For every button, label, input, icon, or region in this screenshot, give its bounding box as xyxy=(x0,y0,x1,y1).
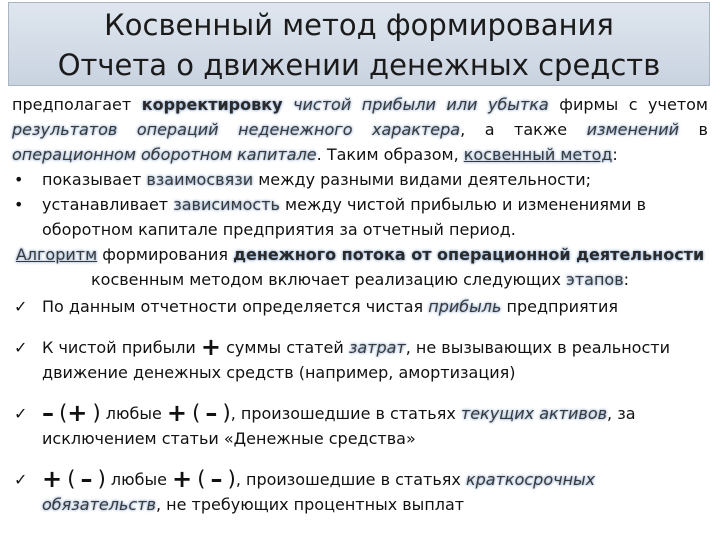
algorithm-heading xyxy=(12,242,708,292)
checkmark-icon: ✓ xyxy=(14,470,28,489)
bullet-text: устанавливает xyxy=(42,195,174,214)
step-item xyxy=(12,401,708,451)
bullet-text: между чистой прибылью и изменениями в оборотном капитале предприятия за отчетный период. xyxy=(42,195,647,239)
term-noncash-operations: результатов операций неденежного характера xyxy=(12,120,461,139)
checkmark-icon: ✓ xyxy=(14,404,28,423)
step-text: , произошедшие в статьях xyxy=(230,404,461,423)
term-relationships: взаимосвязи xyxy=(146,170,254,189)
term-net-profit: чистой прибыли или убытка xyxy=(293,95,549,114)
intro-text xyxy=(283,95,294,114)
step-text: , не вызывающих в реальности движение денежных средств (например, амортизация) xyxy=(42,338,670,382)
term-dependency: зависимость xyxy=(173,195,280,214)
intro-paragraph xyxy=(12,92,708,167)
term-algorithm: Алгоритм xyxy=(15,245,98,264)
term-costs: затрат xyxy=(348,338,406,357)
plus-sign: + xyxy=(67,399,88,427)
bullet-text: показывает xyxy=(42,170,147,189)
algorithm-text: : xyxy=(623,270,630,289)
term-correction: корректировку xyxy=(141,95,283,114)
plus-sign: + xyxy=(172,465,193,493)
term-working-capital: операционном оборотном капитале xyxy=(12,145,317,164)
checkmark-icon: ✓ xyxy=(14,297,28,316)
term-changes: изменений xyxy=(586,120,680,139)
minus-sign: – xyxy=(205,399,218,427)
term-stages: этапов xyxy=(566,270,624,289)
intro-text: фирмы с учетом xyxy=(548,95,709,114)
slide-body xyxy=(12,92,708,517)
step-text: предприятия xyxy=(501,297,618,316)
minus-sign: – xyxy=(42,399,54,427)
step-text: любые xyxy=(100,404,167,423)
bullet-text: между разными видами деятельности; xyxy=(253,170,592,189)
paren-open: ( xyxy=(59,401,68,425)
term-operating-cash-flow: денежного потока от операционной деятельности xyxy=(233,245,705,264)
plus-sign: + xyxy=(166,399,188,427)
bullet-icon: • xyxy=(14,195,24,214)
algorithm-text: косвенным методом включает реализацию следующих xyxy=(90,270,567,289)
plus-sign: + xyxy=(200,333,222,361)
step-text: , за исключением статьи «Денежные средства» xyxy=(42,404,636,448)
term-profit: прибыль xyxy=(428,297,502,316)
minus-sign: – xyxy=(210,465,223,493)
paren-open: ( xyxy=(192,401,201,425)
paren-open: ( xyxy=(197,467,206,491)
term-current-assets: текущих активов xyxy=(460,404,608,423)
paren-close: ) xyxy=(227,467,236,491)
step-text: К чистой прибыли xyxy=(42,338,201,357)
bullet-icon: • xyxy=(14,170,24,189)
intro-text: . Таким образом, xyxy=(316,145,464,164)
paren-open: ( xyxy=(67,467,76,491)
slide-title xyxy=(8,2,710,86)
checkmark-icon: ✓ xyxy=(14,338,28,357)
term-short-term-liabilities: краткосрочных обязательств xyxy=(42,470,596,514)
bullet-item xyxy=(12,192,708,242)
title-line-1: Косвенный метод формирования xyxy=(104,8,614,42)
term-indirect-method: косвенный метод xyxy=(463,145,613,164)
step-text: По данным отчетности определяется чистая xyxy=(42,297,429,316)
step-text: суммы статей xyxy=(221,338,349,357)
step-item xyxy=(12,467,708,517)
step-text: , произошедшие в статьях xyxy=(235,470,466,489)
bullet-item xyxy=(12,167,708,192)
intro-text: предполагает xyxy=(12,95,142,114)
paren-close: ) xyxy=(92,401,101,425)
algorithm-text: формирования xyxy=(97,245,234,264)
step-item xyxy=(12,294,708,319)
step-text: , не требующих процентных выплат xyxy=(155,495,465,514)
step-item xyxy=(12,335,708,385)
intro-text: , а также xyxy=(460,120,587,139)
minus-sign: – xyxy=(80,465,93,493)
title-line-2: Отчета о движении денежных средств xyxy=(57,48,661,82)
paren-close: ) xyxy=(97,467,106,491)
intro-text: в xyxy=(679,120,708,139)
plus-sign: + xyxy=(42,465,63,493)
paren-close: ) xyxy=(222,401,231,425)
step-text: любые xyxy=(105,470,173,489)
intro-text: : xyxy=(612,145,618,164)
